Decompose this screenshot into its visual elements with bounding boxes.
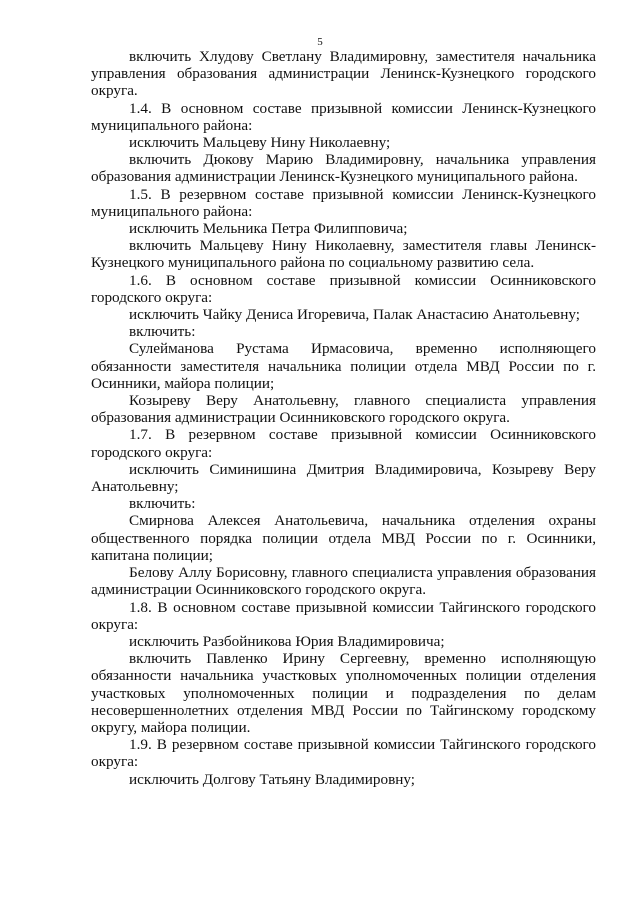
paragraph-1-8-heading: 1.8. В основном составе призывной комиссии Тайгинского городского округа: (91, 598, 596, 633)
paragraph-exclude-siminishin: исключить Симинишина Дмитрия Владимировича, Козыреву Веру Анатольевну; (91, 460, 596, 496)
paragraph-1-9-heading: 1.9. В резервном составе призывной комиссии Тайгинского городского округа: (91, 736, 596, 771)
paragraph-1-4-heading: 1.4. В основном составе призывной комиссии Ленинск-Кузнецкого муниципального района: (91, 99, 596, 134)
paragraph-suleymanov: Сулейманова Рустама Ирмасовича, временно исполняющего обязанности заместителя начальника полиции отдела МВД России по г. Осинники, майора полиции; (91, 340, 596, 392)
paragraph-exclude-maltseva: исключить Мальцеву Нину Николаевну; (129, 134, 391, 152)
paragraph-include-khludova: включить Хлудову Светлану Владимировну, заместителя начальника управления образования администрации Ленинск-Кузнецкого городского округа. (91, 48, 596, 100)
paragraph-exclude-razboynikov: исключить Разбойникова Юрия Владимировича; (129, 632, 445, 650)
paragraph-belova: Белову Аллу Борисовну, главного специалиста управления образования администрации Осинниковского городского округа. (91, 564, 596, 599)
paragraph-include-pavlenko: включить Павленко Ирину Сергеевну, временно исполняющую обязанности начальника участковых уполномоченных полиции отделения участковых уполномоченных полиции и подразделения по делам несовершеннолетних отделения МВД России по Тайгинскому городскому округу, майора полиции. (91, 650, 596, 736)
paragraph-smirnov: Смирнова Алексея Анатольевича, начальника отделения охраны общественного порядка полиции отдела МВД России по г. Осинники, капитана полиции; (91, 512, 596, 564)
paragraph-include-label-2: включить: (129, 495, 196, 513)
paragraph-exclude-melnik: исключить Мельника Петра Филипповича; (129, 220, 408, 238)
paragraph-include-maltseva: включить Мальцеву Нину Николаевну, заместителя главы Ленинск-Кузнецкого муниципального района по социальному развитию села. (91, 237, 596, 272)
paragraph-1-5-heading: 1.5. В резервном составе призывной комиссии Ленинск-Кузнецкого муниципального района: (91, 185, 596, 220)
paragraph-exclude-chayka-palak: исключить Чайку Дениса Игоревича, Палак Анастасию Анатольевну; (129, 306, 580, 324)
paragraph-include-dyukova: включить Дюкову Марию Владимировну, начальника управления образования администрации Ленинск-Кузнецкого муниципального района. (91, 151, 596, 186)
paragraph-exclude-dolgova: исключить Долгову Татьяну Владимировну; (129, 770, 415, 788)
page-number: 5 (317, 36, 323, 48)
paragraph-1-6-heading: 1.6. В основном составе призывной комиссии Осинниковского городского округа: (91, 271, 596, 306)
paragraph-include-label: включить: (129, 323, 196, 341)
paragraph-1-7-heading: 1.7. В резервном составе призывной комиссии Осинниковского городского округа: (91, 426, 596, 461)
document-body (91, 48, 596, 788)
paragraph-kozyreva: Козыреву Веру Анатольевну, главного специалиста управления образования администрации Осинниковского городского округа. (91, 392, 596, 427)
